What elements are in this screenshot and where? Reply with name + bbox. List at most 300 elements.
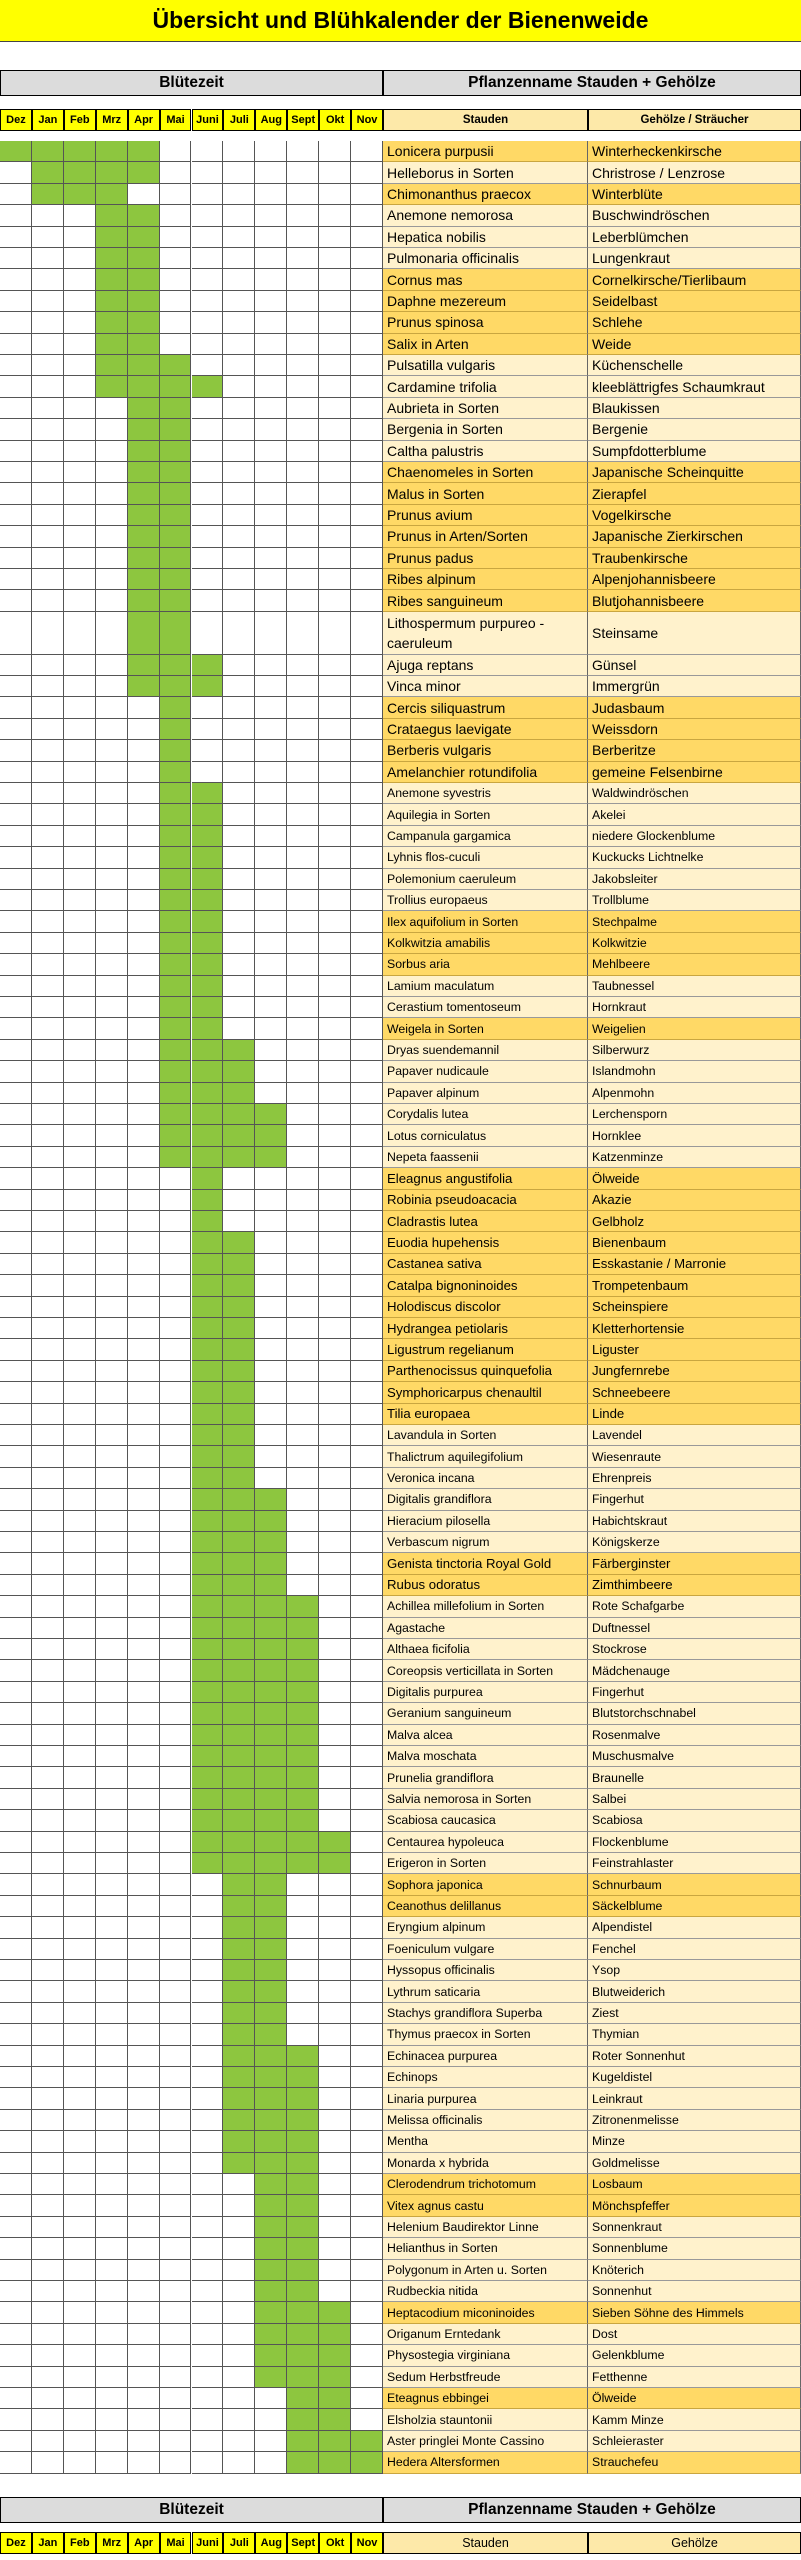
bloom-cell-sept xyxy=(287,1767,319,1788)
bloom-cell-dez xyxy=(0,2367,32,2388)
bloom-cell-jan xyxy=(32,2088,64,2109)
bloom-cell-mrz xyxy=(96,1789,128,1810)
bloom-cell-apr xyxy=(128,2452,160,2473)
bloom-cell-dez xyxy=(0,1275,32,1296)
bloom-cell-nov xyxy=(351,911,383,932)
gehoelze-name: Duftnessel xyxy=(588,1618,801,1639)
table-row xyxy=(0,334,801,355)
bloom-cell-okt xyxy=(319,2024,351,2045)
bloom-cell-mai xyxy=(160,419,192,440)
table-row xyxy=(0,2260,801,2281)
bloom-cell-okt xyxy=(319,697,351,718)
bloom-cell-juni xyxy=(192,1789,224,1810)
bloom-cell-jan xyxy=(32,1211,64,1232)
bloom-cell-aug xyxy=(255,2281,287,2302)
bloom-cell-apr xyxy=(128,162,160,183)
bloom-cell-sept xyxy=(287,2260,319,2281)
gehoelze-name: Ehrenpreis xyxy=(588,1468,801,1489)
table-row xyxy=(0,1767,801,1788)
bloom-cell-aug xyxy=(255,2110,287,2131)
stauden-name: Heptacodium miconinoides xyxy=(383,2302,588,2323)
gehoelze-name: Akazie xyxy=(588,1190,801,1211)
gehoelze-name: Alpenjohannisbeere xyxy=(588,569,801,590)
month-header-dez: Dez xyxy=(0,109,32,131)
table-row xyxy=(0,2409,801,2430)
bloom-cell-dez xyxy=(0,1767,32,1788)
bloom-cell-aug xyxy=(255,2238,287,2259)
bloom-cell-sept xyxy=(287,1874,319,1895)
bloom-cell-juli xyxy=(223,2174,255,2195)
stauden-name: Hieracium pilosella xyxy=(383,1511,588,1532)
bloom-cell-dez xyxy=(0,762,32,783)
bloom-cell-mai xyxy=(160,184,192,205)
stauden-name: Vinca minor xyxy=(383,676,588,697)
bloom-cell-sept xyxy=(287,1297,319,1318)
bloom-cell-jan xyxy=(32,1083,64,1104)
bloom-cell-dez xyxy=(0,1832,32,1853)
bloom-cell-jan xyxy=(32,2217,64,2238)
bloom-cell-nov xyxy=(351,590,383,611)
bloom-cell-mai xyxy=(160,1339,192,1360)
bloom-cell-sept xyxy=(287,1960,319,1981)
bloom-cell-juni xyxy=(192,312,224,333)
bloom-cell-nov xyxy=(351,2217,383,2238)
bloom-cell-dez xyxy=(0,2302,32,2323)
bloom-cell-juli xyxy=(223,1703,255,1724)
gehoelze-name: Cornelkirsche/Tierlibaum xyxy=(588,269,801,290)
bloom-cell-apr xyxy=(128,1618,160,1639)
bloom-cell-nov xyxy=(351,997,383,1018)
bloom-cell-nov xyxy=(351,569,383,590)
gehoelze-name: Mönchspfeffer xyxy=(588,2195,801,2216)
bloom-cell-sept xyxy=(287,2302,319,2323)
bloom-cell-sept xyxy=(287,954,319,975)
bloom-cell-jan xyxy=(32,398,64,419)
bloom-cell-mrz xyxy=(96,1211,128,1232)
bloom-cell-jan xyxy=(32,1682,64,1703)
bloom-cell-juni xyxy=(192,2388,224,2409)
bloom-cell-juli xyxy=(223,1511,255,1532)
stauden-name: Ribes alpinum xyxy=(383,569,588,590)
bloom-cell-nov xyxy=(351,1810,383,1831)
bloom-cell-juli xyxy=(223,2260,255,2281)
bloom-cell-okt xyxy=(319,2260,351,2281)
gehoelze-name: Sumpfdotterblume xyxy=(588,441,801,462)
bloom-cell-mrz xyxy=(96,590,128,611)
bloom-cell-okt xyxy=(319,1446,351,1467)
bloom-cell-nov xyxy=(351,804,383,825)
bloom-cell-juni xyxy=(192,1190,224,1211)
bloom-cell-apr xyxy=(128,1810,160,1831)
bloom-cell-dez xyxy=(0,2046,32,2067)
bloom-cell-mrz xyxy=(96,2195,128,2216)
bloom-cell-aug xyxy=(255,269,287,290)
bloom-cell-sept xyxy=(287,2067,319,2088)
month-header-okt: Okt xyxy=(319,2532,351,2554)
bloom-cell-aug xyxy=(255,697,287,718)
bloom-cell-aug xyxy=(255,1981,287,2002)
bloom-cell-juli xyxy=(223,2217,255,2238)
bloom-cell-juni xyxy=(192,869,224,890)
bloom-cell-juli xyxy=(223,1981,255,2002)
bloom-cell-jan xyxy=(32,804,64,825)
bloom-cell-nov xyxy=(351,1618,383,1639)
bloom-cell-juni xyxy=(192,911,224,932)
bloom-cell-okt xyxy=(319,1297,351,1318)
bloom-cell-sept xyxy=(287,2238,319,2259)
bloom-cell-okt xyxy=(319,1874,351,1895)
bloom-cell-apr xyxy=(128,569,160,590)
bloom-cell-dez xyxy=(0,1254,32,1275)
bloom-cell-aug xyxy=(255,2217,287,2238)
bloom-cell-apr xyxy=(128,2088,160,2109)
bloom-cell-juni xyxy=(192,976,224,997)
bloom-cell-sept xyxy=(287,291,319,312)
bloom-cell-mrz xyxy=(96,890,128,911)
gehoelze-name: Vogelkirsche xyxy=(588,505,801,526)
bloom-cell-dez xyxy=(0,1297,32,1318)
bloom-cell-nov xyxy=(351,2195,383,2216)
bloom-cell-juli xyxy=(223,1596,255,1617)
bloom-cell-juli xyxy=(223,1660,255,1681)
bloom-cell-sept xyxy=(287,2110,319,2131)
bloom-cell-okt xyxy=(319,976,351,997)
stauden-name: Verbascum nigrum xyxy=(383,1532,588,1553)
bloom-cell-feb xyxy=(64,2324,96,2345)
bloom-cell-sept xyxy=(287,2046,319,2067)
bloom-cell-dez xyxy=(0,2174,32,2195)
stauden-column-footer: Stauden xyxy=(383,2532,588,2554)
stauden-name: Lithospermum purpureo - caeruleum xyxy=(383,612,588,655)
bloom-cell-jan xyxy=(32,2409,64,2430)
bloom-cell-apr xyxy=(128,1297,160,1318)
stauden-name: Monarda x hybrida xyxy=(383,2153,588,2174)
bloom-cell-feb xyxy=(64,933,96,954)
pflanzenname-header: Pflanzenname Stauden + Gehölze xyxy=(383,70,801,96)
bloom-cell-feb xyxy=(64,1275,96,1296)
bloom-cell-jan xyxy=(32,1104,64,1125)
bloom-cell-apr xyxy=(128,505,160,526)
bloom-cell-juni xyxy=(192,2174,224,2195)
bloom-cell-apr xyxy=(128,2046,160,2067)
gehoelze-name: Jakobsleiter xyxy=(588,869,801,890)
bloom-cell-sept xyxy=(287,1125,319,1146)
bloom-cell-aug xyxy=(255,1682,287,1703)
bloom-cell-juli xyxy=(223,911,255,932)
bloom-cell-juni xyxy=(192,1297,224,1318)
bloom-cell-sept xyxy=(287,1190,319,1211)
table-row xyxy=(0,1061,801,1082)
bloom-cell-aug xyxy=(255,1789,287,1810)
gehoelze-name: Roter Sonnenhut xyxy=(588,2046,801,2067)
bloom-cell-okt xyxy=(319,1917,351,1938)
bloom-cell-dez xyxy=(0,1382,32,1403)
bloom-cell-juli xyxy=(223,2088,255,2109)
bloom-cell-nov xyxy=(351,1275,383,1296)
bloom-cell-mai xyxy=(160,483,192,504)
bloom-cell-mai xyxy=(160,227,192,248)
bloom-cell-aug xyxy=(255,355,287,376)
stauden-name: Ceanothus delillanus xyxy=(383,1896,588,1917)
bloom-cell-mai xyxy=(160,1917,192,1938)
bloom-cell-juli xyxy=(223,997,255,1018)
bloom-cell-nov xyxy=(351,1832,383,1853)
bloom-cell-apr xyxy=(128,1211,160,1232)
bloom-cell-nov xyxy=(351,1596,383,1617)
bloom-cell-mai xyxy=(160,1232,192,1253)
bloom-cell-aug xyxy=(255,1618,287,1639)
table-row xyxy=(0,1981,801,2002)
stauden-name: Crataegus laevigate xyxy=(383,719,588,740)
bloom-cell-okt xyxy=(319,2067,351,2088)
bloom-cell-feb xyxy=(64,355,96,376)
bloom-cell-mrz xyxy=(96,1018,128,1039)
bloom-cell-juli xyxy=(223,1746,255,1767)
bloom-cell-nov xyxy=(351,2345,383,2366)
stauden-name: Helenium Baudirektor Linne xyxy=(383,2217,588,2238)
bloom-cell-mrz xyxy=(96,526,128,547)
bloom-cell-sept xyxy=(287,1532,319,1553)
bloom-cell-apr xyxy=(128,1275,160,1296)
bloom-cell-apr xyxy=(128,483,160,504)
bloom-cell-juli xyxy=(223,1018,255,1039)
month-header-juni: Juni xyxy=(192,109,224,131)
gehoelze-name: Losbaum xyxy=(588,2174,801,2195)
bloom-cell-juni xyxy=(192,2046,224,2067)
bloom-cell-mrz xyxy=(96,2431,128,2452)
bloom-cell-sept xyxy=(287,162,319,183)
bloom-cell-feb xyxy=(64,1339,96,1360)
bloom-cell-okt xyxy=(319,2409,351,2430)
bloom-cell-mai xyxy=(160,1682,192,1703)
table-row xyxy=(0,676,801,697)
table-row xyxy=(0,162,801,183)
bloom-cell-mai xyxy=(160,997,192,1018)
bloom-cell-feb xyxy=(64,1832,96,1853)
bloom-cell-juli xyxy=(223,441,255,462)
bloom-cell-aug xyxy=(255,141,287,162)
bloom-cell-feb xyxy=(64,462,96,483)
gehoelze-name: gemeine Felsenbirne xyxy=(588,762,801,783)
bloom-cell-sept xyxy=(287,1254,319,1275)
bloom-cell-apr xyxy=(128,2238,160,2259)
bloom-cell-mai xyxy=(160,2131,192,2152)
stauden-name: Genista tinctoria Royal Gold xyxy=(383,1553,588,1574)
bloom-cell-juli xyxy=(223,1960,255,1981)
bloom-cell-nov xyxy=(351,676,383,697)
bloom-cell-okt xyxy=(319,2046,351,2067)
bloom-cell-juli xyxy=(223,2024,255,2045)
bloom-cell-okt xyxy=(319,590,351,611)
bloom-cell-aug xyxy=(255,2452,287,2473)
stauden-name: Nepeta faassenii xyxy=(383,1147,588,1168)
bloom-cell-sept xyxy=(287,269,319,290)
bloom-cell-okt xyxy=(319,762,351,783)
bloom-cell-mrz xyxy=(96,2409,128,2430)
gehoelze-name: Jungfernrebe xyxy=(588,1361,801,1382)
bloom-cell-jan xyxy=(32,269,64,290)
bloom-cell-mai xyxy=(160,1832,192,1853)
bloom-cell-mai xyxy=(160,2431,192,2452)
bloom-cell-juli xyxy=(223,141,255,162)
bloom-cell-mai xyxy=(160,1425,192,1446)
bloom-cell-feb xyxy=(64,1703,96,1724)
gehoelze-name: Islandmohn xyxy=(588,1061,801,1082)
bloom-cell-apr xyxy=(128,1832,160,1853)
bloom-cell-mrz xyxy=(96,2046,128,2067)
bloom-cell-aug xyxy=(255,548,287,569)
table-row xyxy=(0,2431,801,2452)
month-header-dez: Dez xyxy=(0,2532,32,2554)
bloom-cell-sept xyxy=(287,441,319,462)
bloom-cell-sept xyxy=(287,1083,319,1104)
bloom-cell-aug xyxy=(255,2345,287,2366)
header-bar-top xyxy=(0,70,801,96)
bloom-cell-jan xyxy=(32,1404,64,1425)
bloom-cell-sept xyxy=(287,1404,319,1425)
bloom-cell-apr xyxy=(128,1939,160,1960)
bloom-cell-apr xyxy=(128,291,160,312)
bloom-cell-mrz xyxy=(96,1168,128,1189)
bloom-cell-mai xyxy=(160,2003,192,2024)
bloom-cell-nov xyxy=(351,1404,383,1425)
bloom-cell-feb xyxy=(64,954,96,975)
bloom-cell-juni xyxy=(192,569,224,590)
bloom-cell-jan xyxy=(32,2388,64,2409)
stauden-name: Origanum Erntedank xyxy=(383,2324,588,2345)
bloom-cell-sept xyxy=(287,911,319,932)
bloom-cell-apr xyxy=(128,334,160,355)
bloom-cell-dez xyxy=(0,334,32,355)
bloom-cell-juni xyxy=(192,1960,224,1981)
bloom-cell-juni xyxy=(192,1211,224,1232)
bloom-cell-nov xyxy=(351,2409,383,2430)
gehoelze-name: Hornkraut xyxy=(588,997,801,1018)
bloom-cell-okt xyxy=(319,1575,351,1596)
stauden-name: Euodia hupehensis xyxy=(383,1232,588,1253)
bloom-cell-dez xyxy=(0,1511,32,1532)
table-row xyxy=(0,1939,801,1960)
bloom-cell-juni xyxy=(192,2067,224,2088)
bloom-cell-dez xyxy=(0,1061,32,1082)
table-row xyxy=(0,205,801,226)
stauden-name: Kolkwitzia amabilis xyxy=(383,933,588,954)
gehoelze-name: Esskastanie / Marronie xyxy=(588,1254,801,1275)
bloom-cell-feb xyxy=(64,2409,96,2430)
bloom-cell-dez xyxy=(0,1361,32,1382)
bloom-cell-mai xyxy=(160,1660,192,1681)
table-row xyxy=(0,2131,801,2152)
bloom-cell-okt xyxy=(319,890,351,911)
gehoelze-column-header: Gehölze / Sträucher xyxy=(588,109,801,131)
table-row xyxy=(0,890,801,911)
gehoelze-name: Muschusmalve xyxy=(588,1746,801,1767)
bloom-cell-apr xyxy=(128,2409,160,2430)
stauden-name: Aubrieta in Sorten xyxy=(383,398,588,419)
bloom-cell-mrz xyxy=(96,1853,128,1874)
bloom-cell-juli xyxy=(223,1254,255,1275)
bloom-cell-apr xyxy=(128,2067,160,2088)
stauden-name: Tilia europaea xyxy=(383,1404,588,1425)
bloom-cell-feb xyxy=(64,847,96,868)
bloom-cell-jan xyxy=(32,1832,64,1853)
bloom-cell-sept xyxy=(287,548,319,569)
stauden-name: Rudbeckia nitida xyxy=(383,2281,588,2302)
bloom-cell-mrz xyxy=(96,291,128,312)
bloom-cell-mai xyxy=(160,655,192,676)
bloom-cell-aug xyxy=(255,312,287,333)
bloom-cell-mai xyxy=(160,2367,192,2388)
bloom-cell-aug xyxy=(255,1810,287,1831)
bloom-cell-feb xyxy=(64,184,96,205)
bloom-cell-jan xyxy=(32,1147,64,1168)
bloom-cell-aug xyxy=(255,2195,287,2216)
bloom-cell-jan xyxy=(32,2260,64,2281)
bloom-cell-okt xyxy=(319,2345,351,2366)
gehoelze-name: Zimthimbeere xyxy=(588,1575,801,1596)
bloom-cell-feb xyxy=(64,2217,96,2238)
stauden-name: Castanea sativa xyxy=(383,1254,588,1275)
bloom-cell-juli xyxy=(223,1725,255,1746)
bloom-cell-apr xyxy=(128,911,160,932)
bloom-cell-mai xyxy=(160,1981,192,2002)
gehoelze-name: Sieben Söhne des Himmels xyxy=(588,2302,801,2323)
bloom-cell-feb xyxy=(64,2131,96,2152)
bloom-cell-mai xyxy=(160,1018,192,1039)
bloom-cell-mai xyxy=(160,719,192,740)
bloom-cell-aug xyxy=(255,1361,287,1382)
table-row xyxy=(0,1639,801,1660)
bloom-cell-feb xyxy=(64,697,96,718)
gehoelze-name: Traubenkirsche xyxy=(588,548,801,569)
bloom-cell-juli xyxy=(223,2153,255,2174)
bloom-cell-aug xyxy=(255,248,287,269)
bloom-cell-aug xyxy=(255,1190,287,1211)
bloom-cell-feb xyxy=(64,312,96,333)
bloom-cell-apr xyxy=(128,1425,160,1446)
bloom-cell-apr xyxy=(128,2367,160,2388)
bloom-cell-jan xyxy=(32,2281,64,2302)
stauden-name: Amelanchier rotundifolia xyxy=(383,762,588,783)
bloom-cell-sept xyxy=(287,569,319,590)
bloom-cell-juli xyxy=(223,1318,255,1339)
bloom-cell-juni xyxy=(192,1040,224,1061)
stauden-name: Chimonanthus praecox xyxy=(383,184,588,205)
gehoelze-name: Silberwurz xyxy=(588,1040,801,1061)
bloom-cell-nov xyxy=(351,1425,383,1446)
bloom-cell-dez xyxy=(0,526,32,547)
stauden-name: Lotus corniculatus xyxy=(383,1125,588,1146)
bloom-cell-okt xyxy=(319,655,351,676)
bloom-cell-feb xyxy=(64,505,96,526)
bloom-cell-dez xyxy=(0,1083,32,1104)
bloom-cell-feb xyxy=(64,1147,96,1168)
bloom-cell-feb xyxy=(64,441,96,462)
bloom-cell-mai xyxy=(160,398,192,419)
bloom-cell-aug xyxy=(255,1575,287,1596)
gehoelze-name: Christrose / Lenzrose xyxy=(588,162,801,183)
gehoelze-name: Bergenie xyxy=(588,419,801,440)
bloom-cell-aug xyxy=(255,847,287,868)
bloom-cell-apr xyxy=(128,2217,160,2238)
bloom-cell-okt xyxy=(319,1896,351,1917)
bloom-cell-feb xyxy=(64,2088,96,2109)
bloom-cell-aug xyxy=(255,1596,287,1617)
table-row xyxy=(0,2388,801,2409)
bloom-cell-feb xyxy=(64,1468,96,1489)
bloom-cell-dez xyxy=(0,1468,32,1489)
bloom-cell-apr xyxy=(128,1104,160,1125)
